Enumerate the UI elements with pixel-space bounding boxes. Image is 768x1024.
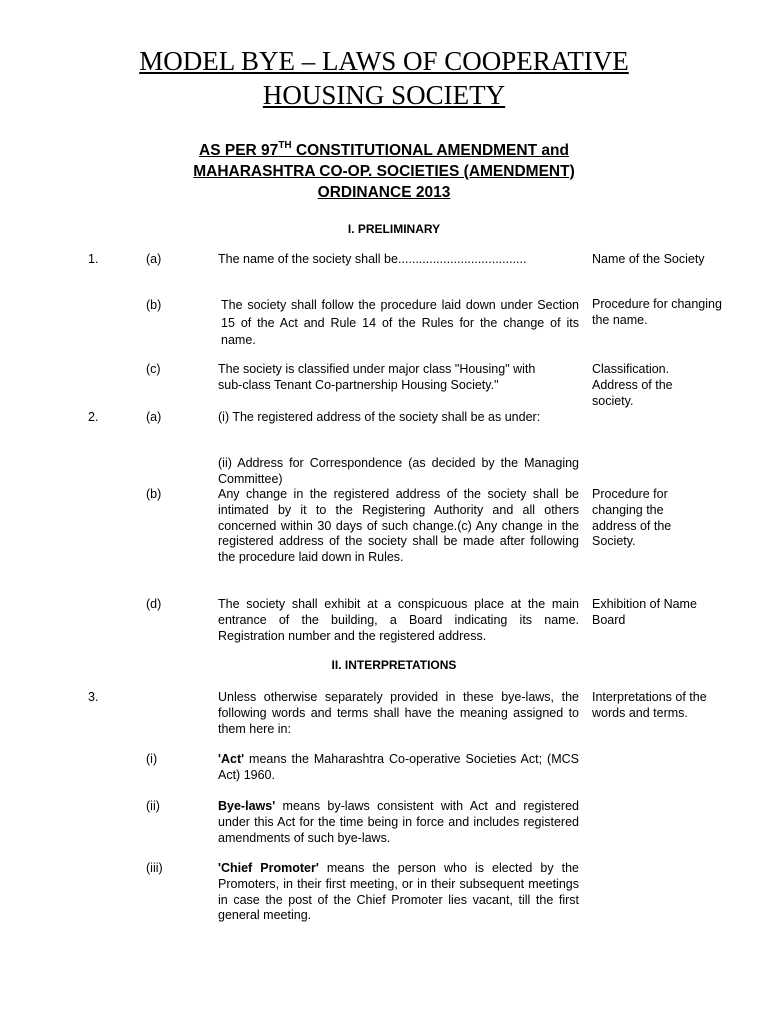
clause-text [218, 799, 579, 846]
clause-number: 1. [88, 252, 99, 266]
section-heading-interpretations: II. INTERPRETATIONS [331, 658, 457, 672]
clause-label: (ii) [146, 799, 160, 813]
clause-text: The name of the society shall be..................................... [218, 252, 527, 266]
subtitle-superscript: TH [278, 140, 292, 151]
clause-number: 2. [88, 410, 99, 424]
clause-number: 3. [88, 690, 99, 704]
clause-text-part-2: (ii) Address for Correspondence (as decided by the Managing Committee) [218, 456, 579, 486]
subtitle-line-2: MAHARASHTRA CO-OP. SOCIETIES (AMENDMENT) [193, 163, 575, 180]
clause-label: (b) [146, 487, 162, 501]
margin-note: Procedure for changing the address of the Society. [592, 487, 672, 549]
document-title-line-2: HOUSING SOCIETY [262, 80, 506, 110]
clause-text: The society shall follow the procedure laid down under Section 15 of the Act and Rule 14 of the Rules for the change of its name. [221, 298, 579, 347]
clause-text [218, 861, 579, 924]
clause-text-part-1: (i) The registered address of the society shall be as under: [218, 410, 541, 424]
margin-note: Interpretations of the words and terms. [592, 690, 707, 720]
document-title-line-1: MODEL BYE – LAWS OF COOPERATIVE [139, 46, 629, 76]
clause-label: (b) [146, 298, 162, 312]
subtitle-line-1 [0, 140, 768, 161]
clause-text: Any change in the registered address of the society shall be intimated by it to the Registering Authority and all others concerned within 30 days of such change.(c) Any change in the registered address of the society shall be made after following the procedure laid down in Rules. [218, 487, 579, 565]
clause-label: (iii) [146, 861, 163, 875]
margin-note: Name of the Society [592, 252, 705, 266]
clause-text: Unless otherwise separately provided in these bye-laws, the following words and terms shall have the meaning assigned to them here in: [218, 690, 579, 736]
margin-note: Classification. Address of the society. [592, 362, 673, 408]
clause-label: (d) [146, 597, 162, 611]
clause-label: (c) [146, 362, 161, 376]
definition-text: means the Maharashtra Co-operative Societies Act; (MCS Act) 1960. [218, 752, 579, 782]
clause-text: The society is classified under major class "Housing" with sub-class Tenant Co-partnership Housing Society." [218, 362, 536, 392]
definition-text: means by-laws consistent with Act and registered under this Act for the time being in force and includes registered amendments of such bye-laws. [218, 799, 579, 845]
margin-note: Exhibition of Name Board [592, 597, 697, 627]
defined-term: 'Chief Promoter' [218, 861, 319, 875]
subtitle-prefix: AS PER 97 [199, 142, 279, 159]
margin-note: Procedure for changing the name. [592, 297, 722, 327]
clause-text [218, 752, 579, 784]
definition-text: means the person who is elected by the Promoters, in their first meeting, or in their subsequent meetings in case the post of the Chief Promoter lies vacant, till the first general meeting. [218, 861, 579, 923]
clause-label: (a) [146, 410, 162, 424]
subtitle-suffix: CONSTITUTIONAL AMENDMENT and [291, 142, 569, 159]
clause-label: (i) [146, 752, 158, 766]
defined-term: Bye-laws' [218, 799, 276, 813]
clause-label: (a) [146, 252, 162, 266]
clause-text: The society shall exhibit at a conspicuous place at the main entrance of the building, a Board indicating its name. Registration number and the registered address. [218, 597, 579, 643]
section-heading-preliminary: I. PRELIMINARY [347, 222, 441, 236]
defined-term: 'Act' [218, 752, 245, 766]
subtitle-line-3: ORDINANCE 2013 [317, 184, 451, 201]
